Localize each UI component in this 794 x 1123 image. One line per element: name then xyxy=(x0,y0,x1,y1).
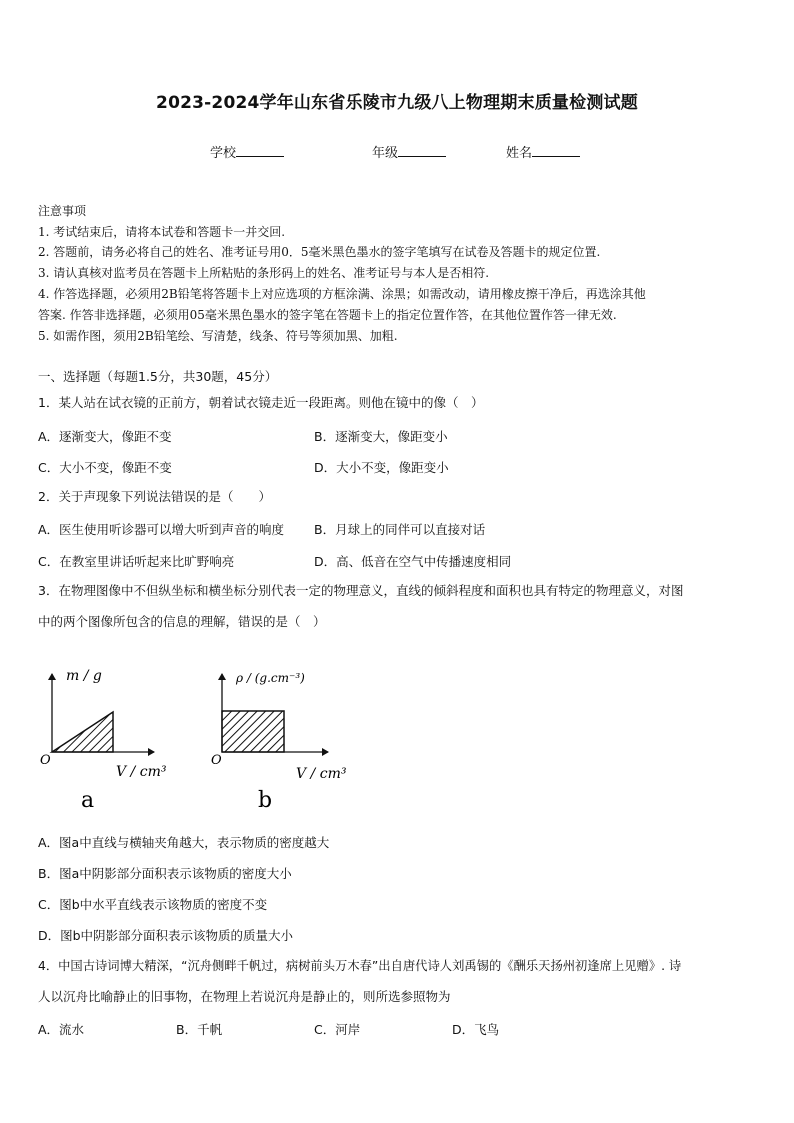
grade-field xyxy=(372,142,446,161)
notice-item: 3. 请认真核对监考员在答题卡上所粘贴的条形码上的姓名、准考证号与本人是否相符. xyxy=(38,266,490,280)
question-4-option-b: B．千帆 xyxy=(176,1022,223,1037)
question-3-figures xyxy=(36,660,366,815)
section-heading: 一、选择题（每题1.5分，共30题，45分） xyxy=(38,369,278,384)
notice-heading: 注意事项 xyxy=(38,204,87,218)
school-blank xyxy=(236,144,284,157)
question-3-option-b: B．图a中阴影部分面积表示该物质的密度大小 xyxy=(38,866,292,881)
grade-blank xyxy=(398,144,446,157)
figure-a xyxy=(40,668,167,813)
question-4-option-d: D．飞鸟 xyxy=(452,1022,500,1037)
question-2-option-c: C．在教室里讲话听起来比旷野响亮 xyxy=(38,554,235,569)
question-3-option-d: D．图b中阴影部分面积表示该物质的质量大小 xyxy=(38,928,294,943)
figure-b-caption: b xyxy=(258,788,273,813)
figure-b-xlabel: V / cm³ xyxy=(296,766,347,782)
grade-label: 年级 xyxy=(372,146,399,161)
page-title: 2023-2024学年山东省乐陵市九级八上物理期末质量检测试题 xyxy=(156,93,638,113)
question-2-option-b: B．月球上的同伴可以直接对话 xyxy=(314,522,486,537)
figure-a-origin: O xyxy=(40,753,51,768)
question-1-option-b: B．逐渐变大，像距变小 xyxy=(314,429,448,444)
question-1-option-c: C．大小不变，像距不变 xyxy=(38,460,172,475)
question-4-option-a: A．流水 xyxy=(38,1022,85,1037)
question-3-stem-line2: 中的两个图像所包含的信息的理解，错误的是（ ） xyxy=(38,614,326,629)
question-4-stem-line2: 人以沉舟比喻静止的旧事物，在物理上若说沉舟是静止的，则所选参照物为 xyxy=(38,989,451,1004)
notice-item: 4. 作答选择题，必须用2B铅笔将答题卡上对应选项的方框涂满、涂黑；如需改动，请用橡皮擦干净后，再选涂其他 xyxy=(38,287,646,301)
question-3-option-c: C．图b中水平直线表示该物质的密度不变 xyxy=(38,897,268,912)
question-2-option-d: D．高、低音在空气中传播速度相同 xyxy=(314,554,512,569)
name-field xyxy=(506,142,580,161)
question-2-stem: 2．关于声现象下列说法错误的是（ ） xyxy=(38,489,271,504)
question-4-option-c: C．河岸 xyxy=(314,1022,361,1037)
notice-item: 5. 如需作图，须用2B铅笔绘、写清楚，线条、符号等须加黑、加粗. xyxy=(38,329,398,343)
notice-item: 2. 答题前，请务必将自己的姓名、准考证号用0．5毫米黑色墨水的签字笔填写在试卷及答题卡的规定位置. xyxy=(38,245,601,259)
school-field xyxy=(210,142,284,161)
notice-item: 答案. 作答非选择题，必须用05毫米黑色墨水的签字笔在答题卡上的指定位置作答，在其他位置作答一律无效. xyxy=(38,308,617,322)
figure-a-xlabel: V / cm³ xyxy=(116,764,167,780)
figure-a-ylabel: m / g xyxy=(66,668,102,684)
figure-b xyxy=(211,671,347,813)
question-2-option-a: A．医生使用听诊器可以增大听到声音的响度 xyxy=(38,522,285,537)
name-blank xyxy=(532,144,580,157)
figure-b-origin: O xyxy=(211,753,222,768)
figure-a-caption: a xyxy=(81,788,95,813)
figure-a-shaded-area xyxy=(52,712,113,752)
question-3-option-a: A．图a中直线与横轴夹角越大，表示物质的密度越大 xyxy=(38,835,330,850)
notice-item: 1. 考试结束后，请将本试卷和答题卡一并交回. xyxy=(38,225,286,239)
name-label: 姓名 xyxy=(506,146,533,161)
question-1-option-a: A．逐渐变大，像距不变 xyxy=(38,429,172,444)
school-label: 学校 xyxy=(210,146,237,161)
figure-b-ylabel: ρ / (g.cm⁻³) xyxy=(236,671,305,685)
question-1-option-d: D．大小不变，像距变小 xyxy=(314,460,449,475)
question-1-stem: 1．某人站在试衣镜的正前方，朝着试衣镜走近一段距离。则他在镜中的像（ ） xyxy=(38,395,484,410)
figure-b-shaded-area xyxy=(222,711,284,752)
question-4-stem-line1: 4．中国古诗词博大精深，“沉舟侧畔千帆过，病树前头万木春”出自唐代诗人刘禹锡的《酬乐天扬州初逢席上见赠》. 诗 xyxy=(38,959,682,973)
question-3-stem-line1: 3．在物理图像中不但纵坐标和横坐标分别代表一定的物理意义，直线的倾斜程度和面积也具有特定的物理意义，对图 xyxy=(38,583,684,598)
